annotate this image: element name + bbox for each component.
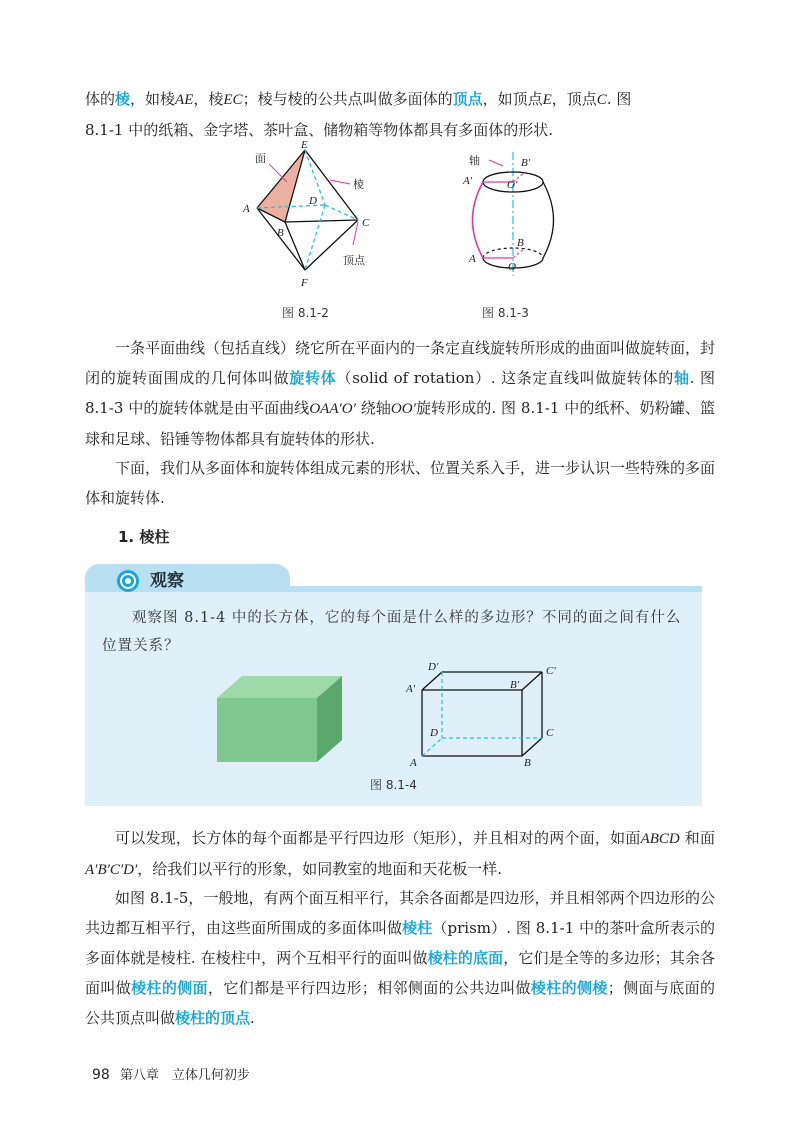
label-axis: 轴	[469, 154, 480, 167]
vertex-D-prime: D′	[428, 661, 439, 673]
page-footer	[92, 1064, 250, 1083]
vertex-B: B	[524, 757, 531, 769]
green-cuboid	[212, 670, 362, 770]
vertex-C: C	[546, 727, 554, 739]
keyword-vertex: 顶点	[452, 90, 483, 108]
page-number: 98	[92, 1067, 110, 1083]
observe-target-icon	[116, 569, 140, 593]
vertex-O-prime: O′	[507, 179, 518, 191]
paragraph-solid-of-rotation: 一条平面曲线（包括直线）绕它所在平面内的一条定直线旋转所形成的曲面叫做旋转面，封闭的旋转面围成的几何体叫做旋转体（solid of rotation）. 这条定直线叫做旋转体的轴. 图 8.1-3 中的旋转体就是由平面曲线OAA′O′ 绕轴OO′旋转形成的. 图 8.1-1 中的纸杯、奶粉罐、篮球和足球、铅锤等物体都具有旋转体的形状.	[85, 339, 716, 448]
chapter-title: 第八章 立体几何初步	[119, 1068, 250, 1083]
paragraph-polyhedron-vertex: 体的棱，如棱AE，棱EC；棱与棱的公共点叫做多面体的顶点，如顶点E，顶点C. 图 8.1-1 中的纸箱、金字塔、茶叶盒、储物箱等物体都具有多面体的形状.	[85, 90, 632, 139]
caption-fig-8-1-2: 图 8.1-2	[282, 306, 329, 320]
vertex-D: D	[309, 195, 317, 207]
paragraph-next: 下面，我们从多面体和旋转体组成元素的形状、位置关系入手，进一步认识一些特殊的多面体和旋转体.	[85, 459, 716, 507]
figure-8-1-3-solid-of-rotation	[455, 148, 565, 278]
figure-8-1-4-cuboid	[400, 660, 580, 775]
keyword-prism-vertex: 棱柱的顶点	[175, 1009, 251, 1027]
paragraph-prism-definition: 如图 8.1-5，一般地，有两个面互相平行，其余各面都是四边形，并且相邻两个四边形的公共边都互相平行，由这些面所围成的多面体叫做棱柱（prism）. 图 8.1-1 中的茶叶盒所表示的多面体就是棱柱. 在棱柱中，两个互相平行的面叫做棱柱的底面，它们是全等的多边形；其余各面叫做棱柱的侧面，它们都是平行四边形；相邻侧面的公共边叫做棱柱的侧棱；侧面与底面的公共顶点叫做棱柱的顶点.	[85, 889, 715, 1027]
section-title-prism: 1. 棱柱	[118, 528, 170, 546]
label-edge: 棱	[353, 178, 364, 191]
caption-fig-8-1-4: 图 8.1-4	[370, 778, 417, 792]
figure-8-1-2-octahedron	[225, 140, 385, 300]
label-vertex-word: 顶点	[343, 254, 365, 267]
vertex-A: A	[243, 203, 250, 215]
keyword-edge: 棱	[115, 90, 131, 108]
vertex-B-prime: B′	[521, 157, 531, 169]
vertex-A: A	[410, 757, 417, 769]
vertex-A-prime: A′	[463, 175, 473, 187]
keyword-prism-lateral-face: 棱柱的侧面	[131, 979, 208, 997]
label-face: 面	[255, 152, 266, 165]
vertex-O: O	[508, 261, 516, 273]
vertex-B-prime: B′	[510, 679, 520, 691]
observe-title: 观察	[150, 571, 184, 591]
vertex-C-prime: C′	[546, 665, 556, 677]
keyword-prism-base: 棱柱的底面	[427, 949, 504, 967]
vertex-F: F	[301, 277, 308, 289]
vertex-C: C	[362, 217, 370, 229]
keyword-prism: 棱柱	[402, 919, 433, 937]
vertex-E: E	[301, 140, 308, 151]
vertex-B: B	[517, 237, 524, 249]
vertex-D: D	[430, 727, 438, 739]
caption-fig-8-1-3: 图 8.1-3	[482, 306, 529, 320]
vertex-A: A	[469, 253, 476, 265]
vertex-B: B	[277, 227, 284, 239]
keyword-prism-lateral-edge: 棱柱的侧棱	[530, 979, 608, 997]
paragraph-observation-result: 可以发现，长方体的每个面都是平行四边形（矩形），并且相对的两个面，如面ABCD 和面A′B′C′D′，给我们以平行的形象，如同教室的地面和天花板一样.	[85, 829, 715, 878]
observe-question: 观察图 8.1-4 中的长方体，它的每个面是什么样的多边形？不同的面之间有什么位置关系？	[102, 610, 682, 654]
vertex-A-prime: A′	[406, 683, 416, 695]
keyword-axis: 轴	[673, 369, 690, 387]
keyword-solid-of-rotation: 旋转体	[289, 369, 337, 387]
